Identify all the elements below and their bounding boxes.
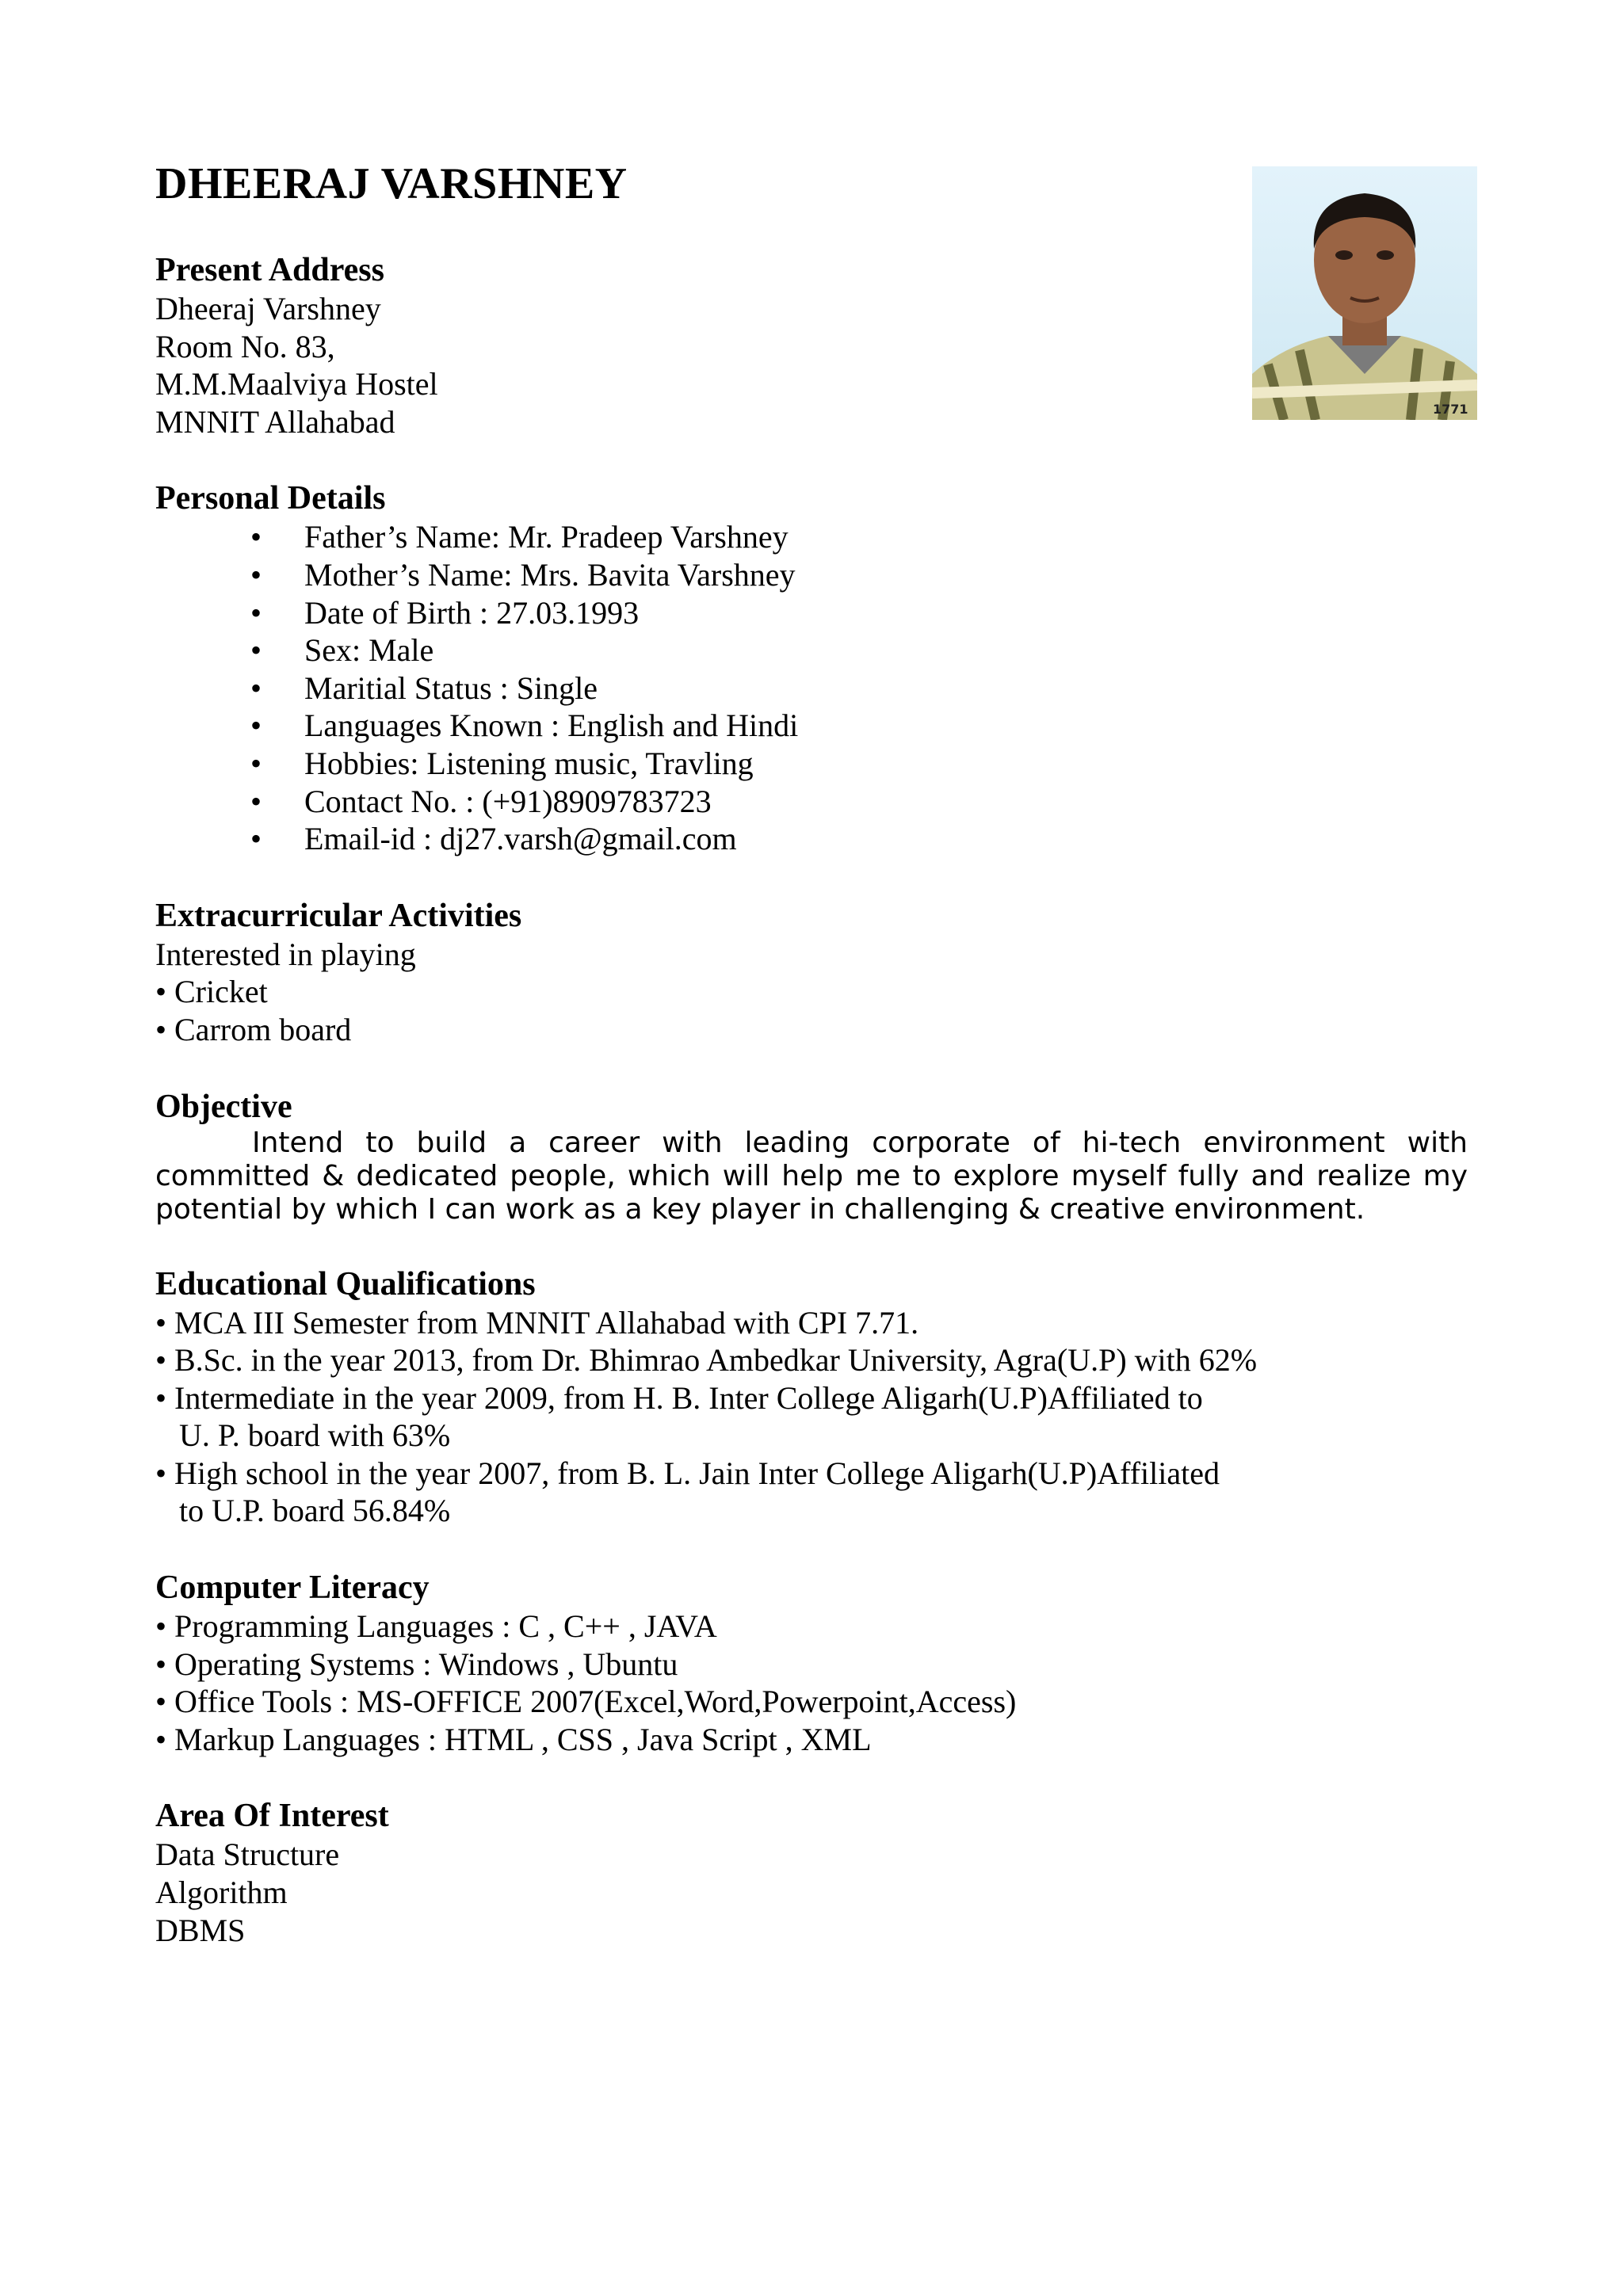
objective-section	[155, 1087, 1468, 1226]
bullet: •	[250, 594, 262, 631]
address-line: MNNIT Allahabad	[155, 403, 395, 440]
personal-detail-text: Contact No. : (+91)8909783723	[304, 783, 712, 819]
bullet: •	[250, 821, 262, 857]
list-item	[155, 707, 1468, 745]
email-text: Email-id : dj27.varsh@gmail.com	[304, 821, 737, 857]
personal-detail-text: Date of Birth : 27.03.1993	[304, 594, 640, 631]
personal-details-section	[155, 479, 1468, 857]
education-heading: Educational Qualifications	[155, 1265, 536, 1302]
area-of-interest-heading: Area Of Interest	[155, 1798, 389, 1835]
address-line: Dheeraj Varshney	[155, 291, 381, 326]
list-item	[155, 820, 1468, 858]
bullet: •	[250, 556, 262, 593]
list-item	[155, 669, 1468, 707]
interest-item: Algorithm	[155, 1875, 288, 1911]
bullet: •	[250, 745, 262, 781]
list-item	[155, 631, 1468, 669]
list-item: • Cricket	[155, 974, 268, 1010]
extracurricular-intro: Interested in playing	[155, 936, 416, 972]
list-item: • Programming Languages : C , C++ , JAVA	[155, 1608, 717, 1645]
personal-details-heading: Personal Details	[155, 480, 386, 517]
personal-details-list	[155, 518, 1468, 857]
objective-text: Intend to build a career with leading corporate of hi-tech environment with committed & dedicated people, which will help me to explore myself fully and realize my potential by which I can work as a key player in challenging & creative environment.	[155, 1126, 1468, 1226]
computer-literacy-section	[155, 1568, 1468, 1758]
candidate-name: DHEERAJ VARSHNEY	[155, 159, 628, 208]
education-item: • Intermediate in the year 2009, from H. B. Inter College Aligarh(U.P)Affiliated to	[155, 1379, 1203, 1416]
list-item	[155, 518, 1468, 556]
bullet: •	[250, 519, 262, 555]
personal-detail-text: Sex: Male	[304, 632, 434, 669]
list-item	[155, 783, 1468, 821]
personal-detail-text: Maritial Status : Single	[304, 669, 598, 706]
personal-detail-text: Languages Known : English and Hindi	[304, 707, 799, 744]
education-item: • B.Sc. in the year 2013, from Dr. Bhimrao Ambedkar University, Agra(U.P) with 62%	[155, 1342, 1258, 1379]
resume-document	[155, 155, 1468, 1949]
list-item	[155, 745, 1468, 783]
list-item: • Office Tools : MS-OFFICE 2007(Excel,Word,Powerpoint,Access)	[155, 1684, 1017, 1720]
bullet: •	[250, 707, 262, 744]
address-line: Room No. 83,	[155, 328, 335, 364]
present-address-section	[155, 250, 1468, 441]
list-item	[155, 594, 1468, 632]
interest-item: Data Structure	[155, 1836, 340, 1873]
address-line: M.M.Maalviya Hostel	[155, 366, 438, 402]
education-item: • MCA III Semester from MNNIT Allahabad with CPI 7.71.	[155, 1304, 919, 1341]
personal-detail-text: Hobbies: Listening music, Travling	[304, 745, 754, 781]
bullet: •	[250, 669, 262, 706]
extracurricular-section	[155, 896, 1468, 1049]
list-item: • Carrom board	[155, 1011, 352, 1047]
area-of-interest-section	[155, 1796, 1468, 1949]
bullet: •	[250, 783, 262, 819]
computer-literacy-heading: Computer Literacy	[155, 1569, 430, 1607]
list-item: • Operating Systems : Windows , Ubuntu	[155, 1646, 678, 1682]
education-item: • High school in the year 2007, from B. L. Jain Inter College Aligarh(U.P)Affiliated	[155, 1455, 1220, 1491]
objective-heading: Objective	[155, 1088, 292, 1125]
personal-detail-text: Mother’s Name: Mrs. Bavita Varshney	[304, 556, 796, 593]
list-item: • Markup Languages : HTML , CSS , Java Script , XML	[155, 1721, 872, 1757]
education-item-continuation: U. P. board with 63%	[179, 1417, 451, 1454]
list-item	[155, 556, 1468, 594]
personal-detail-text: Father’s Name: Mr. Pradeep Varshney	[304, 519, 789, 555]
bullet: •	[250, 632, 262, 669]
extracurricular-heading: Extracurricular Activities	[155, 897, 522, 934]
education-section	[155, 1264, 1468, 1531]
present-address-heading: Present Address	[155, 252, 384, 288]
svg-text:1771: 1771	[1433, 402, 1468, 417]
education-item-continuation: to U.P. board 56.84%	[179, 1493, 451, 1529]
interest-item: DBMS	[155, 1912, 246, 1948]
